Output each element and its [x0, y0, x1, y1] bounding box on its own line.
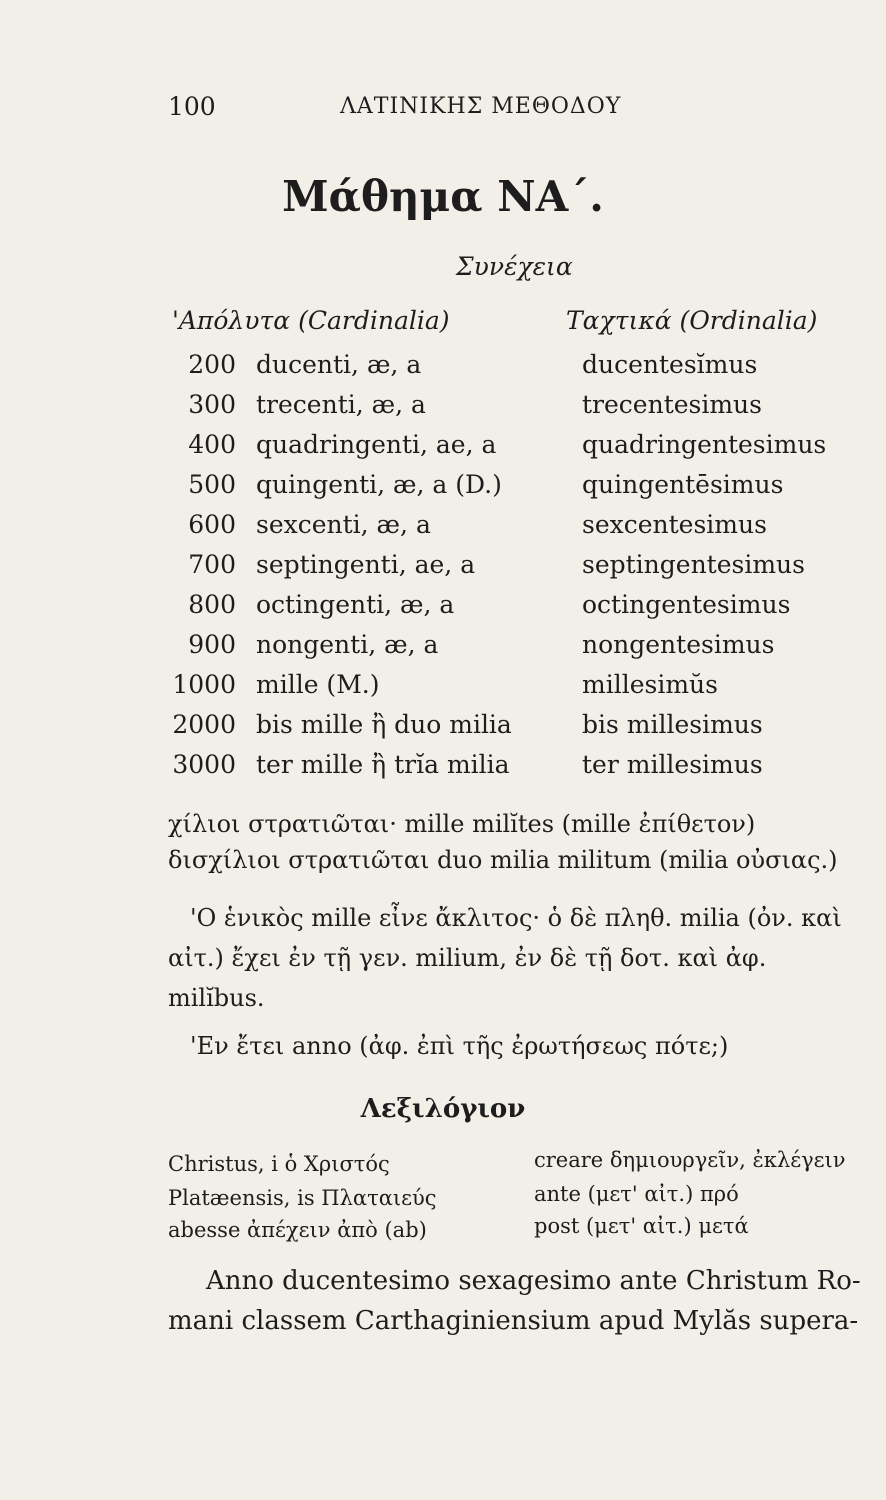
ordinal: septingentesimus: [582, 550, 805, 579]
numeral-row: [158, 506, 878, 546]
ordinal: trecentesimus: [582, 390, 762, 419]
note-line: αἰτ.) ἔχει ἐν τῇ γεν. milium, ἐν δὲ τῇ δοτ. καὶ ἀφ.: [168, 944, 767, 972]
numeral-table: [158, 346, 878, 786]
vocab-entry: Platæensis, is Πλαταιεύς: [168, 1186, 437, 1210]
ordinal-heading: Ταχτικά (Ordinalia): [566, 306, 818, 335]
number: 1000: [172, 670, 236, 699]
exercise-line: Anno ducentesimo sexagesimo ante Christum Ro-: [206, 1266, 861, 1296]
numeral-row: [158, 666, 878, 706]
cardinal: quingenti, æ, a (D.): [256, 470, 502, 499]
numeral-row: [158, 706, 878, 746]
cardinal: septingenti, ae, a: [256, 550, 476, 579]
lesson-subtitle: Συνέχεια: [456, 252, 573, 281]
page-number: 100: [168, 92, 216, 121]
vocabulary-title: Λεξιλόγιον: [360, 1094, 526, 1124]
running-title: ΛΑΤΙΝΙΚΗΣ ΜΕΘΟΔΟΥ: [340, 94, 622, 119]
cardinal: mille (M.): [256, 670, 380, 699]
ordinal: quadringentesimus: [582, 430, 827, 459]
number: 200: [188, 350, 236, 379]
numeral-row: [158, 386, 878, 426]
number: 600: [188, 510, 236, 539]
ordinal: octingentesimus: [582, 590, 791, 619]
exercise-line: mani classem Carthaginiensium apud Mylăs supera-: [168, 1306, 859, 1336]
vocab-entry: creare δημιουργεῖν, ἐκλέγειν: [534, 1148, 846, 1172]
note-line: χίλιοι στρατιῶται· mille milĭtes (mille ἐπίθετον): [168, 810, 756, 838]
ordinal: ter millesimus: [582, 750, 763, 779]
vocab-entry: post (μετ' αἰτ.) μετά: [534, 1214, 749, 1238]
numeral-row: [158, 426, 878, 466]
numeral-row: [158, 746, 878, 786]
note-line: δισχίλιοι στρατιῶται duo milia militum (milia οὐσιας.): [168, 846, 838, 874]
ordinal: millesimŭs: [582, 670, 718, 699]
cardinal: sexcenti, æ, a: [256, 510, 431, 539]
cardinal: ter mille ἢ trĭa milia: [256, 750, 510, 779]
numeral-row: [158, 586, 878, 626]
ordinal: ducentesĭmus: [582, 350, 758, 379]
ordinal: quingentēsimus: [582, 470, 784, 499]
ordinal: nongentesimus: [582, 630, 775, 659]
note-line: 'Ο ἑνικὸς mille εἶνε ἄκλιτος· ὁ δὲ πληθ. milia (ὀν. καὶ: [190, 904, 842, 932]
cardinal: quadringenti, ae, a: [256, 430, 497, 459]
vocab-entry: Christus, i ὁ Χριστός: [168, 1152, 390, 1176]
note-line: 'Εν ἔτει anno (ἀφ. ἐπὶ τῆς ἐρωτήσεως πότε;): [190, 1032, 729, 1060]
numeral-row: [158, 346, 878, 386]
number: 2000: [172, 710, 236, 739]
number: 400: [188, 430, 236, 459]
cardinal: ducenti, æ, a: [256, 350, 422, 379]
number: 800: [188, 590, 236, 619]
ordinal: bis millesimus: [582, 710, 763, 739]
cardinal-heading: 'Απόλυτα (Cardinalia): [172, 306, 450, 335]
vocab-entry: ante (μετ' αἰτ.) πρό: [534, 1182, 739, 1206]
number: 300: [188, 390, 236, 419]
ordinal: sexcentesimus: [582, 510, 767, 539]
number: 900: [188, 630, 236, 659]
cardinal: nongenti, æ, a: [256, 630, 439, 659]
numeral-row: [158, 546, 878, 586]
number: 700: [188, 550, 236, 579]
numeral-row: [158, 626, 878, 666]
cardinal: octingenti, æ, a: [256, 590, 455, 619]
note-line: milĭbus.: [168, 984, 265, 1012]
number: 3000: [172, 750, 236, 779]
cardinal: bis mille ἢ duo milia: [256, 710, 512, 739]
lesson-title: Μάθημα ΝΑ΄.: [282, 172, 604, 221]
number: 500: [188, 470, 236, 499]
cardinal: trecenti, æ, a: [256, 390, 426, 419]
numeral-row: [158, 466, 878, 506]
vocab-entry: abesse ἀπέχειν ἀπὸ (ab): [168, 1218, 427, 1242]
